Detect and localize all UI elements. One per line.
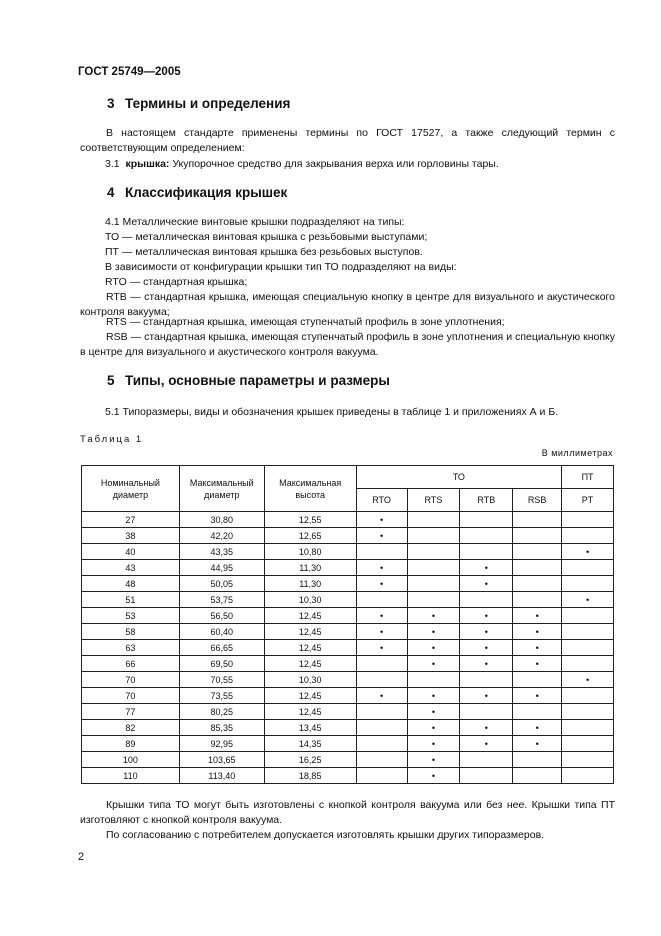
- cell-mark-pt: [562, 640, 614, 656]
- table-row: [82, 752, 614, 768]
- cell-mark-rts: [407, 512, 460, 528]
- mark-dot: •: [484, 722, 488, 733]
- cell-nominal: 48: [82, 576, 180, 592]
- s4-line-5: RTO — стандартная крышка;: [105, 276, 248, 288]
- cell-nominal: 58: [82, 624, 180, 640]
- cell-mark-rto: [356, 608, 407, 624]
- s5-paragraph: 5.1 Типоразмеры, виды и обозначения крышек приведены в таблице 1 и приложениях А и Б.: [105, 406, 559, 418]
- cell-mark-rtb: [460, 720, 513, 736]
- s4-line-2: ТО — металлическая винтовая крышка с резьбовыми выступами;: [105, 231, 428, 243]
- cell-mark-rtb: [460, 768, 513, 784]
- section-5-heading: [107, 373, 390, 388]
- cell-mark-rtb: [460, 672, 513, 688]
- cell-mark-rtb: [460, 608, 513, 624]
- cell-mark-rts: [407, 720, 460, 736]
- mark-dot: •: [431, 626, 435, 637]
- cell-max-height: 11,30: [264, 560, 356, 576]
- col-header-nominal: Номинальный диаметр: [82, 466, 180, 512]
- mark-dot: •: [431, 658, 435, 669]
- section-3-title: Термины и определения: [125, 96, 291, 111]
- mark-dot: •: [535, 738, 539, 749]
- mark-dot: •: [535, 626, 539, 637]
- cell-mark-rts: [407, 736, 460, 752]
- col-header-pt: ПТ: [562, 466, 614, 489]
- section-3-intro: В настоящем стандарте применены термины по ГОСТ 17527, а также следующий термин с соответствующим определением:: [80, 127, 615, 154]
- cell-nominal: 40: [82, 544, 180, 560]
- cell-mark-rto: [356, 656, 407, 672]
- cell-max-height: 12,45: [264, 656, 356, 672]
- table-row: [82, 688, 614, 704]
- cell-mark-rsb: [513, 544, 562, 560]
- term-definition: Укупорочное средство для закрывания верха или горловины тары.: [172, 158, 499, 170]
- cell-mark-rtb: [460, 624, 513, 640]
- term-3-1: [105, 157, 499, 172]
- mark-dot: •: [431, 754, 435, 765]
- cell-mark-rto: [356, 752, 407, 768]
- cell-mark-rsb: [513, 592, 562, 608]
- cell-mark-pt: [562, 672, 614, 688]
- cell-nominal: 70: [82, 672, 180, 688]
- section-4-number: 4: [107, 185, 115, 200]
- cell-mark-rts: [407, 640, 460, 656]
- cell-mark-pt: [562, 560, 614, 576]
- mark-dot: •: [431, 706, 435, 717]
- cell-nominal: 110: [82, 768, 180, 784]
- cell-max-height: 14,35: [264, 736, 356, 752]
- cell-mark-rto: [356, 560, 407, 576]
- cell-mark-rto: [356, 640, 407, 656]
- cell-mark-rtb: [460, 576, 513, 592]
- mark-dot: •: [484, 642, 488, 653]
- cell-mark-rts: [407, 528, 460, 544]
- cell-mark-rts: [407, 544, 460, 560]
- cell-mark-rto: [356, 672, 407, 688]
- cell-mark-rtb: [460, 528, 513, 544]
- cell-mark-pt: [562, 720, 614, 736]
- mark-dot: •: [431, 722, 435, 733]
- note-1: Крышки типа ТО могут быть изготовлены с кнопкой контроля вакуума или без нее. Крышки типа ПТ изготовляют с кнопкой контроля вакуума.: [80, 799, 615, 826]
- cell-max-height: 10,30: [264, 592, 356, 608]
- cell-mark-rtb: [460, 704, 513, 720]
- mark-dot: •: [431, 738, 435, 749]
- cell-max-diameter: 50,05: [179, 576, 264, 592]
- mark-dot: •: [484, 626, 488, 637]
- cell-mark-rtb: [460, 640, 513, 656]
- table-row: [82, 624, 614, 640]
- cell-mark-rtb: [460, 592, 513, 608]
- mark-dot: •: [379, 690, 384, 701]
- mark-dot: •: [431, 642, 435, 653]
- cell-mark-rts: [407, 576, 460, 592]
- mark-dot: •: [379, 530, 384, 541]
- subheader-pt: PT: [562, 489, 614, 512]
- note-2: По согласованию с потребителем допускается изготовлять крышки других типоразмеров.: [106, 829, 545, 841]
- cell-nominal: 38: [82, 528, 180, 544]
- cell-nominal: 89: [82, 736, 180, 752]
- cell-max-height: 12,45: [264, 688, 356, 704]
- mark-dot: •: [585, 546, 590, 557]
- s4-line-4: В зависимости от конфигурации крышки тип ТО подразделяют на виды:: [105, 261, 457, 273]
- s4-rtb: RTB — стандартная крышка, имеющая специальную кнопку в центре для визуального и акустического контроля вакуума;: [80, 291, 615, 318]
- cell-mark-pt: [562, 752, 614, 768]
- cell-max-diameter: 70,55: [179, 672, 264, 688]
- cell-mark-rto: [356, 528, 407, 544]
- cell-mark-pt: [562, 688, 614, 704]
- cell-max-height: 12,45: [264, 704, 356, 720]
- mark-dot: •: [535, 690, 539, 701]
- cell-mark-rts: [407, 768, 460, 784]
- cell-mark-rsb: [513, 672, 562, 688]
- cell-nominal: 77: [82, 704, 180, 720]
- subheader-rts: RTS: [407, 489, 460, 512]
- section-4-heading: [107, 185, 287, 200]
- cell-nominal: 63: [82, 640, 180, 656]
- cell-max-height: 16,25: [264, 752, 356, 768]
- cell-mark-rto: [356, 592, 407, 608]
- cell-max-height: 18,85: [264, 768, 356, 784]
- section-3-heading: [107, 96, 290, 111]
- mark-dot: •: [379, 642, 384, 653]
- cell-mark-rts: [407, 592, 460, 608]
- cell-mark-rto: [356, 624, 407, 640]
- cell-max-diameter: 80,25: [179, 704, 264, 720]
- cell-mark-rsb: [513, 608, 562, 624]
- cell-mark-rsb: [513, 512, 562, 528]
- cell-max-diameter: 73,55: [179, 688, 264, 704]
- mark-dot: •: [535, 658, 539, 669]
- mark-dot: •: [535, 722, 539, 733]
- col-header-max-diameter: Максимальный диаметр: [179, 466, 264, 512]
- cell-max-diameter: 30,80: [179, 512, 264, 528]
- table-row: [82, 704, 614, 720]
- mark-dot: •: [431, 690, 435, 701]
- cell-mark-rsb: [513, 560, 562, 576]
- cell-max-height: 13,45: [264, 720, 356, 736]
- cell-mark-rto: [356, 768, 407, 784]
- table-row: [82, 656, 614, 672]
- cell-mark-pt: [562, 608, 614, 624]
- cell-mark-pt: [562, 704, 614, 720]
- table-row: [82, 576, 614, 592]
- cell-mark-rsb: [513, 704, 562, 720]
- table-caption: Таблица 1: [80, 434, 144, 445]
- cell-mark-rsb: [513, 752, 562, 768]
- cell-mark-pt: [562, 624, 614, 640]
- cell-max-height: 12,45: [264, 624, 356, 640]
- cell-mark-pt: [562, 576, 614, 592]
- cell-mark-pt: [562, 528, 614, 544]
- cell-mark-rto: [356, 704, 407, 720]
- mark-dot: •: [379, 578, 384, 589]
- subheader-rto: RTO: [356, 489, 407, 512]
- running-header: ГОСТ 25749—2005: [78, 66, 181, 78]
- cell-mark-rts: [407, 560, 460, 576]
- cell-mark-rtb: [460, 688, 513, 704]
- cell-mark-pt: [562, 768, 614, 784]
- cell-mark-rto: [356, 544, 407, 560]
- mark-dot: •: [431, 770, 435, 781]
- cell-max-height: 10,80: [264, 544, 356, 560]
- cell-mark-rts: [407, 656, 460, 672]
- term-number: 3.1: [105, 158, 120, 170]
- cell-mark-rsb: [513, 528, 562, 544]
- cell-max-diameter: 56,50: [179, 608, 264, 624]
- section-5-number: 5: [107, 373, 115, 388]
- cell-max-diameter: 60,40: [179, 624, 264, 640]
- term-word: крышка:: [125, 158, 170, 170]
- cell-mark-rto: [356, 736, 407, 752]
- cell-mark-pt: [562, 656, 614, 672]
- cell-mark-rsb: [513, 720, 562, 736]
- section-5-title: Типы, основные параметры и размеры: [125, 373, 390, 388]
- cell-nominal: 53: [82, 608, 180, 624]
- cell-mark-rtb: [460, 656, 513, 672]
- mark-dot: •: [484, 562, 488, 573]
- cell-mark-rsb: [513, 688, 562, 704]
- cell-max-height: 12,45: [264, 640, 356, 656]
- cell-mark-rts: [407, 752, 460, 768]
- table-body: [82, 512, 614, 784]
- cell-max-diameter: 69,50: [179, 656, 264, 672]
- cell-max-height: 11,30: [264, 576, 356, 592]
- section-4-title: Классификация крышек: [125, 185, 288, 200]
- cell-max-height: 12,55: [264, 512, 356, 528]
- table-row: [82, 528, 614, 544]
- table-row: [82, 592, 614, 608]
- cell-max-diameter: 85,35: [179, 720, 264, 736]
- cell-max-diameter: 42,20: [179, 528, 264, 544]
- mark-dot: •: [585, 674, 590, 685]
- cell-mark-rtb: [460, 752, 513, 768]
- col-header-max-height: Максимальная высота: [264, 466, 356, 512]
- table-units: В миллиметрах: [541, 448, 613, 458]
- cell-mark-rtb: [460, 512, 513, 528]
- cell-max-diameter: 53,75: [179, 592, 264, 608]
- subheader-rsb: RSB: [513, 489, 562, 512]
- cell-nominal: 27: [82, 512, 180, 528]
- cell-mark-rsb: [513, 736, 562, 752]
- cell-mark-rtb: [460, 544, 513, 560]
- cell-max-diameter: 92,95: [179, 736, 264, 752]
- cell-max-diameter: 66,65: [179, 640, 264, 656]
- table-row: [82, 640, 614, 656]
- cell-mark-rts: [407, 704, 460, 720]
- s4-rsb: RSB — стандартная крышка, имеющая ступенчатый профиль в зоне уплотнения и специальную кнопку в центре для визуального и акустического контроля вакуума.: [80, 331, 615, 358]
- mark-dot: •: [535, 610, 539, 621]
- s4-line-1: 4.1 Металлические винтовые крышки подразделяют на типы:: [105, 216, 405, 228]
- table-row: [82, 720, 614, 736]
- cell-nominal: 51: [82, 592, 180, 608]
- table-row: [82, 560, 614, 576]
- cell-mark-rto: [356, 688, 407, 704]
- cell-mark-rsb: [513, 640, 562, 656]
- cell-mark-pt: [562, 592, 614, 608]
- cell-mark-rtb: [460, 736, 513, 752]
- cell-max-diameter: 43,35: [179, 544, 264, 560]
- cell-mark-rto: [356, 576, 407, 592]
- subheader-rtb: RTB: [460, 489, 513, 512]
- cell-nominal: 82: [82, 720, 180, 736]
- cell-max-diameter: 113,40: [179, 768, 264, 784]
- mark-dot: •: [379, 626, 384, 637]
- table-row: [82, 768, 614, 784]
- table-row: [82, 608, 614, 624]
- cell-mark-rts: [407, 672, 460, 688]
- mark-dot: •: [484, 578, 488, 589]
- cell-mark-pt: [562, 736, 614, 752]
- cell-mark-pt: [562, 544, 614, 560]
- mark-dot: •: [379, 562, 384, 573]
- table-row: [82, 512, 614, 528]
- cell-max-height: 10,30: [264, 672, 356, 688]
- mark-dot: •: [379, 514, 384, 525]
- cell-mark-rts: [407, 624, 460, 640]
- s4-line-3: ПТ — металлическая винтовая крышка без резьбовых выступов.: [105, 246, 423, 258]
- cell-mark-rsb: [513, 768, 562, 784]
- table-row: [82, 544, 614, 560]
- cell-mark-rto: [356, 512, 407, 528]
- cell-nominal: 66: [82, 656, 180, 672]
- cell-mark-rts: [407, 688, 460, 704]
- section-3-number: 3: [107, 96, 115, 111]
- cell-mark-rto: [356, 720, 407, 736]
- mark-dot: •: [484, 738, 488, 749]
- cell-mark-rtb: [460, 560, 513, 576]
- cell-max-height: 12,65: [264, 528, 356, 544]
- cell-mark-rsb: [513, 656, 562, 672]
- mark-dot: •: [431, 610, 435, 621]
- mark-dot: •: [484, 658, 488, 669]
- cell-max-diameter: 103,65: [179, 752, 264, 768]
- cell-nominal: 43: [82, 560, 180, 576]
- cell-max-diameter: 44,95: [179, 560, 264, 576]
- mark-dot: •: [535, 642, 539, 653]
- s4-rts: RTS — стандартная крышка, имеющая ступенчатый профиль в зоне уплотнения;: [106, 316, 505, 328]
- cell-nominal: 70: [82, 688, 180, 704]
- table-row: [82, 672, 614, 688]
- table-row: [82, 736, 614, 752]
- cell-mark-rts: [407, 608, 460, 624]
- cell-mark-pt: [562, 512, 614, 528]
- cell-mark-rsb: [513, 576, 562, 592]
- col-header-to: ТО: [356, 466, 561, 489]
- cell-nominal: 100: [82, 752, 180, 768]
- mark-dot: •: [484, 690, 488, 701]
- mark-dot: •: [484, 610, 488, 621]
- cell-mark-rsb: [513, 624, 562, 640]
- page-number: 2: [78, 851, 85, 863]
- sizes-table: [81, 465, 614, 784]
- cell-max-height: 12,45: [264, 608, 356, 624]
- mark-dot: •: [379, 610, 384, 621]
- mark-dot: •: [585, 594, 590, 605]
